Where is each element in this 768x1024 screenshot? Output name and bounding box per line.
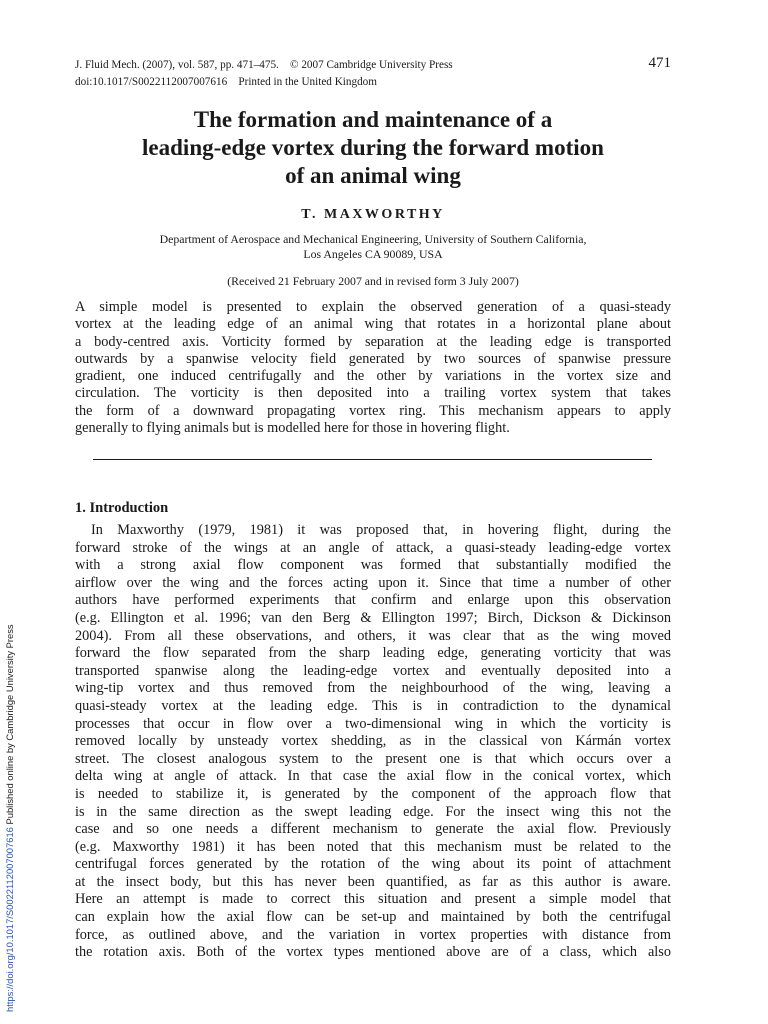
body-line: processes that occur in flow over a two-dimensional wing in which the vorticity is	[75, 715, 671, 732]
body-line: forward the flow separated from the sharp leading edge, generating vorticity that was	[75, 645, 671, 662]
body-line: (e.g. Maxworthy 1981) it has been noted that this mechanism must be related to the	[75, 838, 671, 855]
sidebar-published-text: Published online by Cambridge University Press	[4, 624, 15, 828]
introduction-body	[75, 522, 671, 962]
header-line-1	[75, 57, 671, 74]
abstract-line: circulation. The vorticity is then deposited into a trailing vortex system that takes	[75, 385, 671, 402]
body-line: the rotation axis. Both of the vortex types mentioned above are of a class, which also	[75, 944, 671, 961]
abstract-line: gradient, one induced centrifugally and the other by variations in the vortex size and	[75, 368, 671, 385]
title-line: of an animal wing	[285, 163, 461, 188]
abstract-line: A simple model is presented to explain the observed generation of a quasi-steady	[75, 299, 671, 315]
body-line: transported spanwise along the leading-edge vortex and eventually deposited into a	[75, 662, 671, 679]
body-line: is needed to stabilize it, is generated by the component of the approach flow that	[75, 785, 671, 802]
abstract-divider	[93, 459, 652, 460]
body-line: wing-tip vortex and thus removed from the neighbourhood of the wing, leaving a	[75, 680, 671, 697]
abstract	[75, 299, 671, 437]
abstract-line: outwards by a spanwise velocity field generated by two sources of spanwise pressure	[75, 350, 671, 367]
abstract-line: vortex at the leading edge of an animal wing that rotates in a horizontal plane about	[75, 316, 671, 333]
body-line: Here an attempt is made to correct this situation and present a simple model that	[75, 891, 671, 908]
sidebar-doi-note	[4, 624, 15, 1012]
doi-line: doi:10.1017/S0022112007007616 Printed in the United Kingdom	[75, 76, 377, 88]
abstract-line: generally to flying animals but is modelled here for those in hovering flight.	[75, 420, 510, 437]
author-name: T. MAXWORTHY	[301, 207, 445, 222]
abstract-line: a body-centred axis. Vorticity formed by separation at the leading edge is transported	[75, 333, 671, 350]
doi-link[interactable]: https://doi.org/10.1017/S0022112007007616	[4, 827, 15, 1012]
section-heading: 1. Introduction	[75, 500, 169, 516]
abstract-line: the form of a downward propagating vortex ring. This mechanism appears to apply	[75, 402, 671, 419]
journal-header	[75, 57, 671, 91]
body-line: can explain how the axial flow can be set-up and maintained by both the centrifugal	[75, 909, 671, 926]
title-line: The formation and maintenance of a	[193, 107, 553, 132]
affiliation	[0, 232, 746, 262]
paper-title	[60, 106, 686, 190]
received-dates: (Received 21 February 2007 and in revised form 3 July 2007)	[227, 274, 519, 288]
body-line: airflow over the wing and the forces acting upon it. Since that time a number of other	[75, 574, 671, 591]
body-line: at the insect body, but this has never been quantified, as far as this author is aware.	[75, 873, 671, 890]
affiliation-line: Los Angeles CA 90089, USA	[303, 247, 443, 261]
body-line: street. The closest analogous system to the present one is that which occurs over a	[75, 750, 671, 767]
affiliation-line: Department of Aerospace and Mechanical Engineering, University of Southern California,	[159, 232, 587, 246]
citation: J. Fluid Mech. (2007), vol. 587, pp. 471–475. © 2007 Cambridge University Press	[75, 59, 453, 71]
body-line: authors have performed experiments that confirm and enlarge upon this observation	[75, 592, 671, 609]
body-line: force, as outlined above, and the variation in vortex properties with distance from	[75, 926, 671, 943]
body-line: delta wing at angle of attack. In that case the axial flow in the conical vortex, which	[75, 768, 671, 785]
body-line: case and so one needs a different mechanism to generate the axial flow. Previously	[75, 821, 671, 838]
body-line: centrifugal forces generated by the rotation of the wing about its point of attachment	[75, 856, 671, 873]
body-line: (e.g. Ellington et al. 1996; van den Berg & Ellington 1997; Birch, Dickson & Dickinson	[75, 609, 671, 626]
body-line: is in the same direction as the swept leading edge. For the insect wing this not the	[75, 803, 671, 820]
body-line: quasi-steady vortex at the leading edge. This is in contradiction to the dynamical	[75, 697, 671, 714]
page-number: 471	[648, 55, 671, 71]
body-line: removed locally by unsteady vortex shedding, as in the classical von Kármán vortex	[75, 733, 671, 750]
title-line: leading-edge vortex during the forward motion	[142, 135, 604, 160]
body-line: 2004). From all these observations, and others, it was clear that as the wing moved	[75, 627, 671, 644]
body-line: with a strong axial flow component was formed that substantially modified the	[75, 557, 671, 574]
body-line: forward stroke of the wings at an angle of attack, a quasi-steady leading-edge vortex	[75, 539, 671, 556]
body-line: In Maxworthy (1979, 1981) it was proposed that, in hovering flight, during the	[91, 522, 671, 538]
